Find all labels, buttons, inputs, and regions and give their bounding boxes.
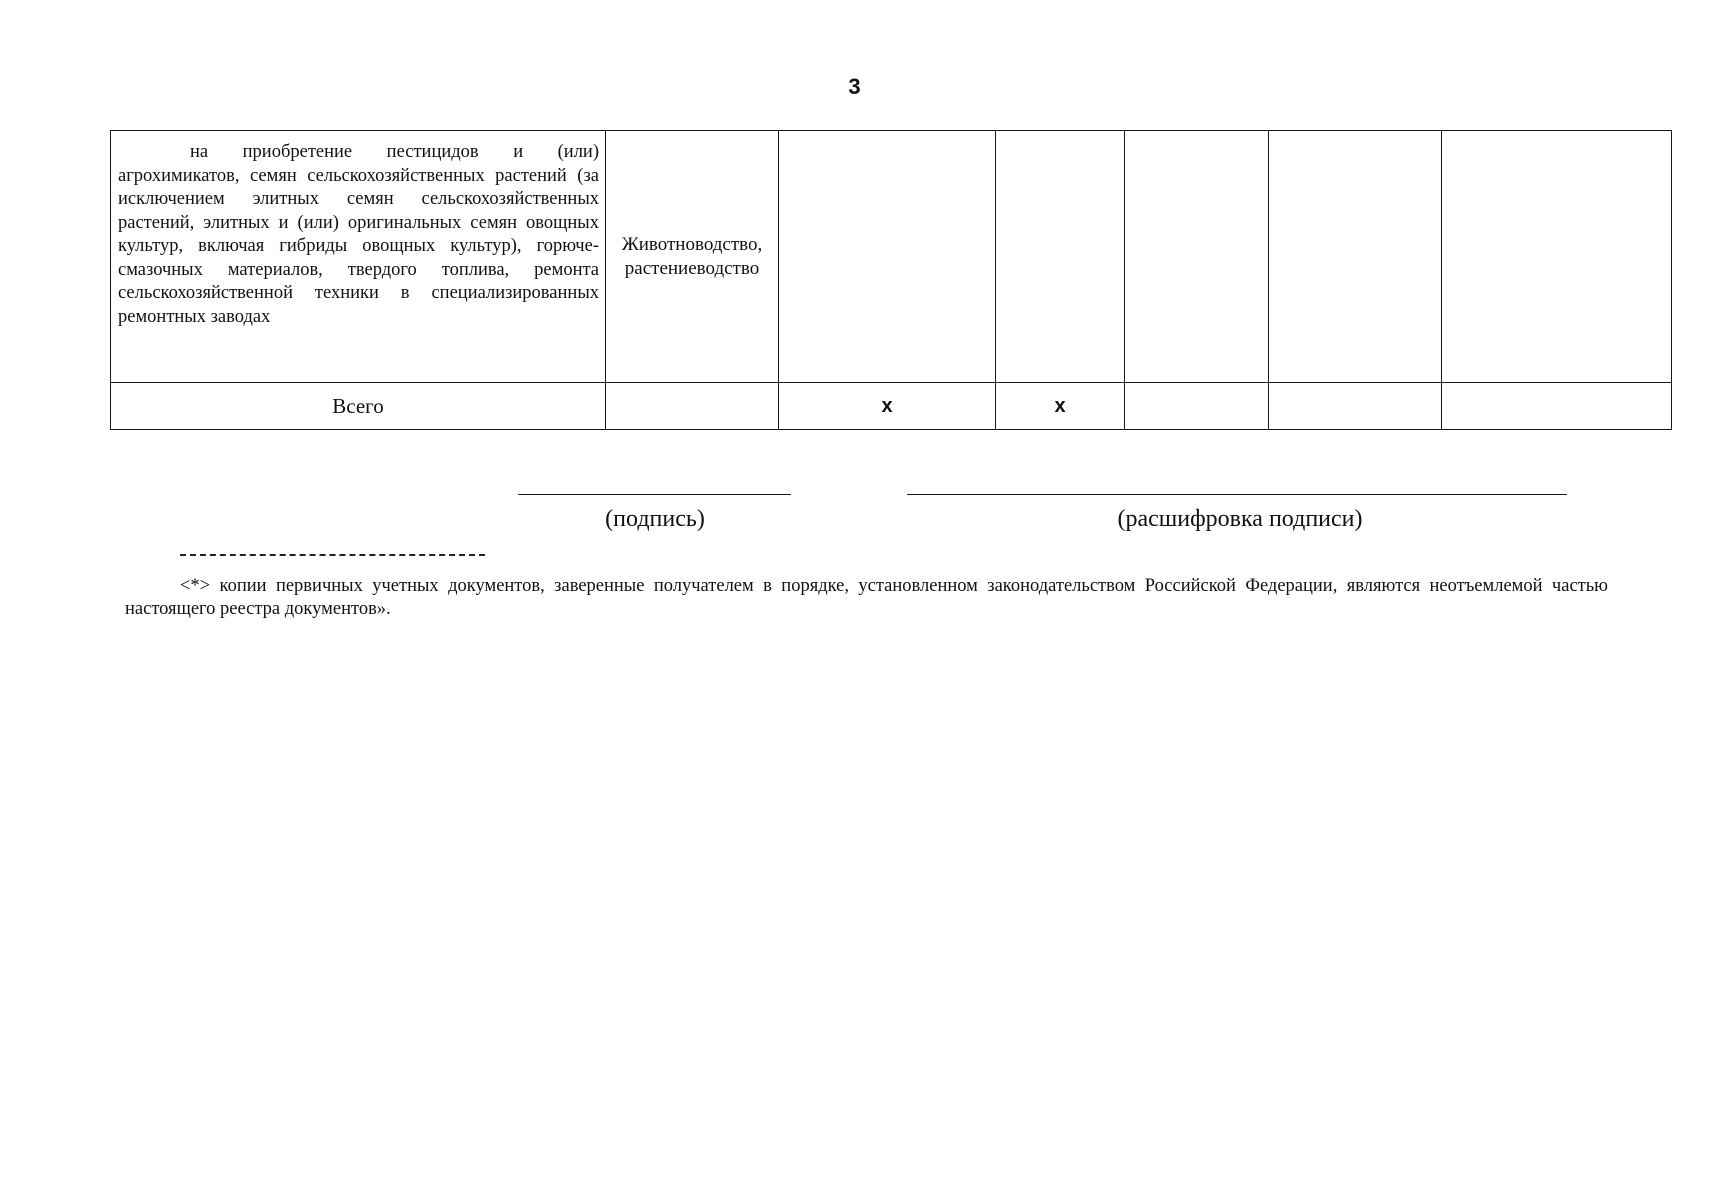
footnote-separator	[180, 554, 485, 556]
total-x-mark: x	[996, 383, 1125, 430]
purpose-text: на приобретение пестицидов и (или) агрохимикатов, семян сельскохозяйственных растений (за исключением элитных семян сельскохозяйственных растений, элитных и (или) оригинальных семян овощных культур, включая гибриды овощных культур), горюче-смазочных материалов, твердого топлива, ремонта сельскохозяйственной техники в специализированных ремонтных заводах	[118, 142, 599, 327]
table-cell	[1125, 383, 1269, 430]
total-label: Всего	[111, 383, 606, 430]
signature-caption: (подпись)	[605, 506, 705, 532]
total-row	[111, 383, 1672, 430]
table-cell	[606, 383, 779, 430]
table-cell	[1269, 383, 1442, 430]
documents-register-table	[110, 130, 1672, 430]
table-cell	[996, 131, 1125, 383]
signature-line	[518, 494, 791, 495]
table-cell	[1269, 131, 1442, 383]
page-number: 3	[848, 74, 861, 99]
signature-decoding-caption: (расшифровка подписи)	[1117, 506, 1363, 532]
footnote: <*> копии первичных учетных документов, заверенные получателем в порядке, установленном законодательством Российской Федерации, являются неотъемлемой частью настоящего реестра документов».	[125, 576, 1608, 619]
purpose-cell	[111, 131, 606, 383]
table-cell	[1125, 131, 1269, 383]
sector-cell: Животноводство, растениеводство	[606, 131, 779, 383]
signature-decoding-line	[907, 494, 1567, 495]
table-row	[111, 131, 1672, 383]
table-cell	[1442, 131, 1672, 383]
table-cell	[1442, 383, 1672, 430]
total-x-mark: x	[779, 383, 996, 430]
table-cell	[779, 131, 996, 383]
